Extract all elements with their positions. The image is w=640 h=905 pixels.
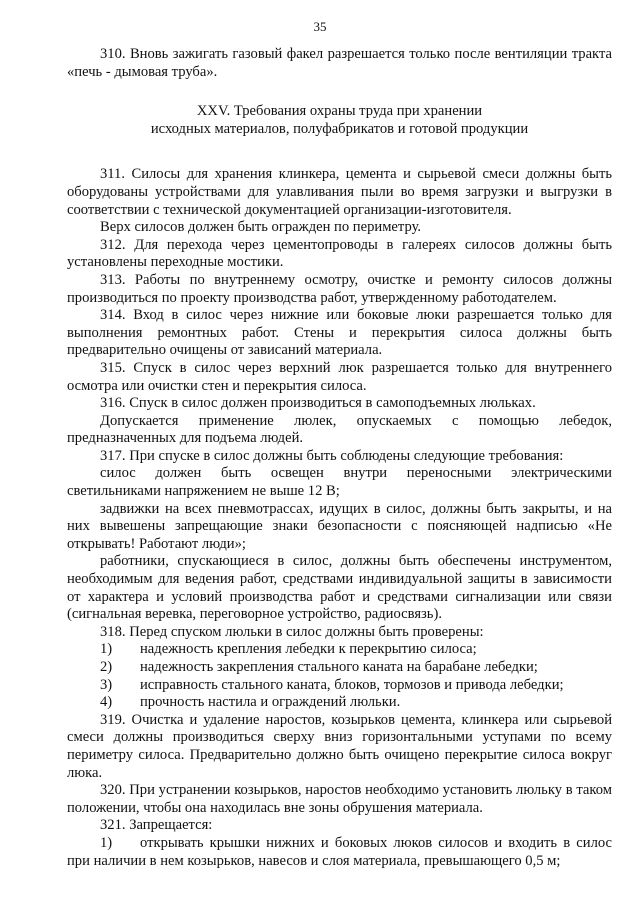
list-item-text: надежность закрепления стального каната на барабане лебедки; [140,659,538,675]
list-item-number: 1) [100,834,113,851]
paragraph-314: 314. Вход в силос через нижние или боковые люки разрешается только для выполнения ремонтных работ. Стены и перекрытия силоса должны быть предварительно очищены от зависаний материала. [67,307,612,359]
list-item [67,694,612,712]
document-body [67,46,612,870]
paragraph-312: 312. Для перехода через цементопроводы в галереях силосов должны быть установлены переходные мостики. [67,236,612,271]
section-heading-line-2: исходных материалов, полуфабрикатов и готовой продукции [150,120,529,137]
list-item [67,835,612,870]
list-item-text: надежность крепления лебедки к перекрытию силоса; [140,641,477,658]
paragraph-320: 320. При устранении козырьков, наростов необходимо установить люльку в таком положении, чтобы она находилась вне зоны обрушения материала. [67,782,612,816]
list-item-text: прочность настила и ограждений люльки. [140,694,401,711]
paragraph-317-requirement-valves: задвижки на всех пневмотрассах, идущих в силос, должны быть закрыты, и на них вывешены запрещающие знаки безопасности с поясняющей надписью «Не открывать! Работают люди»; [67,500,612,552]
page-number: 35 [313,19,327,34]
list-item-text: открывать крышки нижних и боковых люков силосов и входить в силос при наличии в нем козырьков, навесов и слоя материала, превышающего 0,5 м; [67,834,612,869]
list-item [67,641,612,659]
paragraph-321: 321. Запрещается: [100,817,213,834]
paragraph-310: 310. Вновь зажигать газовый факел разрешается только после вентиляции тракта «печь - дымовая труба». [67,46,612,80]
list-item [67,677,612,695]
section-heading [67,103,612,138]
list-item [67,659,612,677]
section-heading-line-1: XXV. Требования охраны труда при хранении [196,103,483,120]
list-item-number: 2) [100,659,113,675]
list-item-text: исправность стального каната, блоков, тормозов и привода лебедки; [140,676,564,693]
paragraph-317-requirement-workers: работники, спускающиеся в силос, должны быть обеспечены инструментом, необходимым для ведения работ, средствами индивидуальной защиты в зависимости от характера и условий производства работ и средствами сигнализации или связи (сигнальная веревка, переговорное устройство, радиосвязь). [67,553,612,623]
paragraph-318: 318. Перед спуском люльки в силос должны быть проверены: [100,623,484,640]
list-item-number: 4) [100,694,113,711]
paragraph-317: 317. При спуске в силос должны быть соблюдены следующие требования: [100,447,564,464]
paragraph-313: 313. Работы по внутреннему осмотру, очистке и ремонту силосов должны производиться по проекту производства работ, утвержденному работодателем. [67,271,612,306]
paragraph-315: 315. Спуск в силос через верхний люк разрешается только для внутреннего осмотра или очистки стен и перекрытия силоса. [67,359,612,394]
list-item-number: 1) [100,641,113,658]
paragraph-317-requirement-lighting: силос должен быть освещен внутри переносными электрическими светильниками напряжением не выше 12 В; [67,465,612,500]
paragraph-311: 311. Силосы для хранения клинкера, цемента и сырьевой смеси должны быть оборудованы устройствами для улавливания пыли во время загрузки и выгрузки в соответствии с технической документацией организации-изготовителя. [67,166,612,218]
paragraph-316-continued: Допускается применение люлек, опускаемых с помощью лебедок, предназначенных для подъема людей. [67,412,612,447]
paragraph-316: 316. Спуск в силос должен производиться в самоподъемных люльках. [100,395,536,412]
list-item-number: 3) [100,676,113,693]
paragraph-319: 319. Очистка и удаление наростов, козырьков цемента, клинкера или сырьевой смеси должны производиться сверху вниз горизонтальными уступами по всему периметру силоса. Предварительно должно быть очищено перекрытие силоса вокруг люка. [67,711,612,781]
paragraph-311-continued: Верх силосов должен быть огражден по периметру. [100,219,422,236]
